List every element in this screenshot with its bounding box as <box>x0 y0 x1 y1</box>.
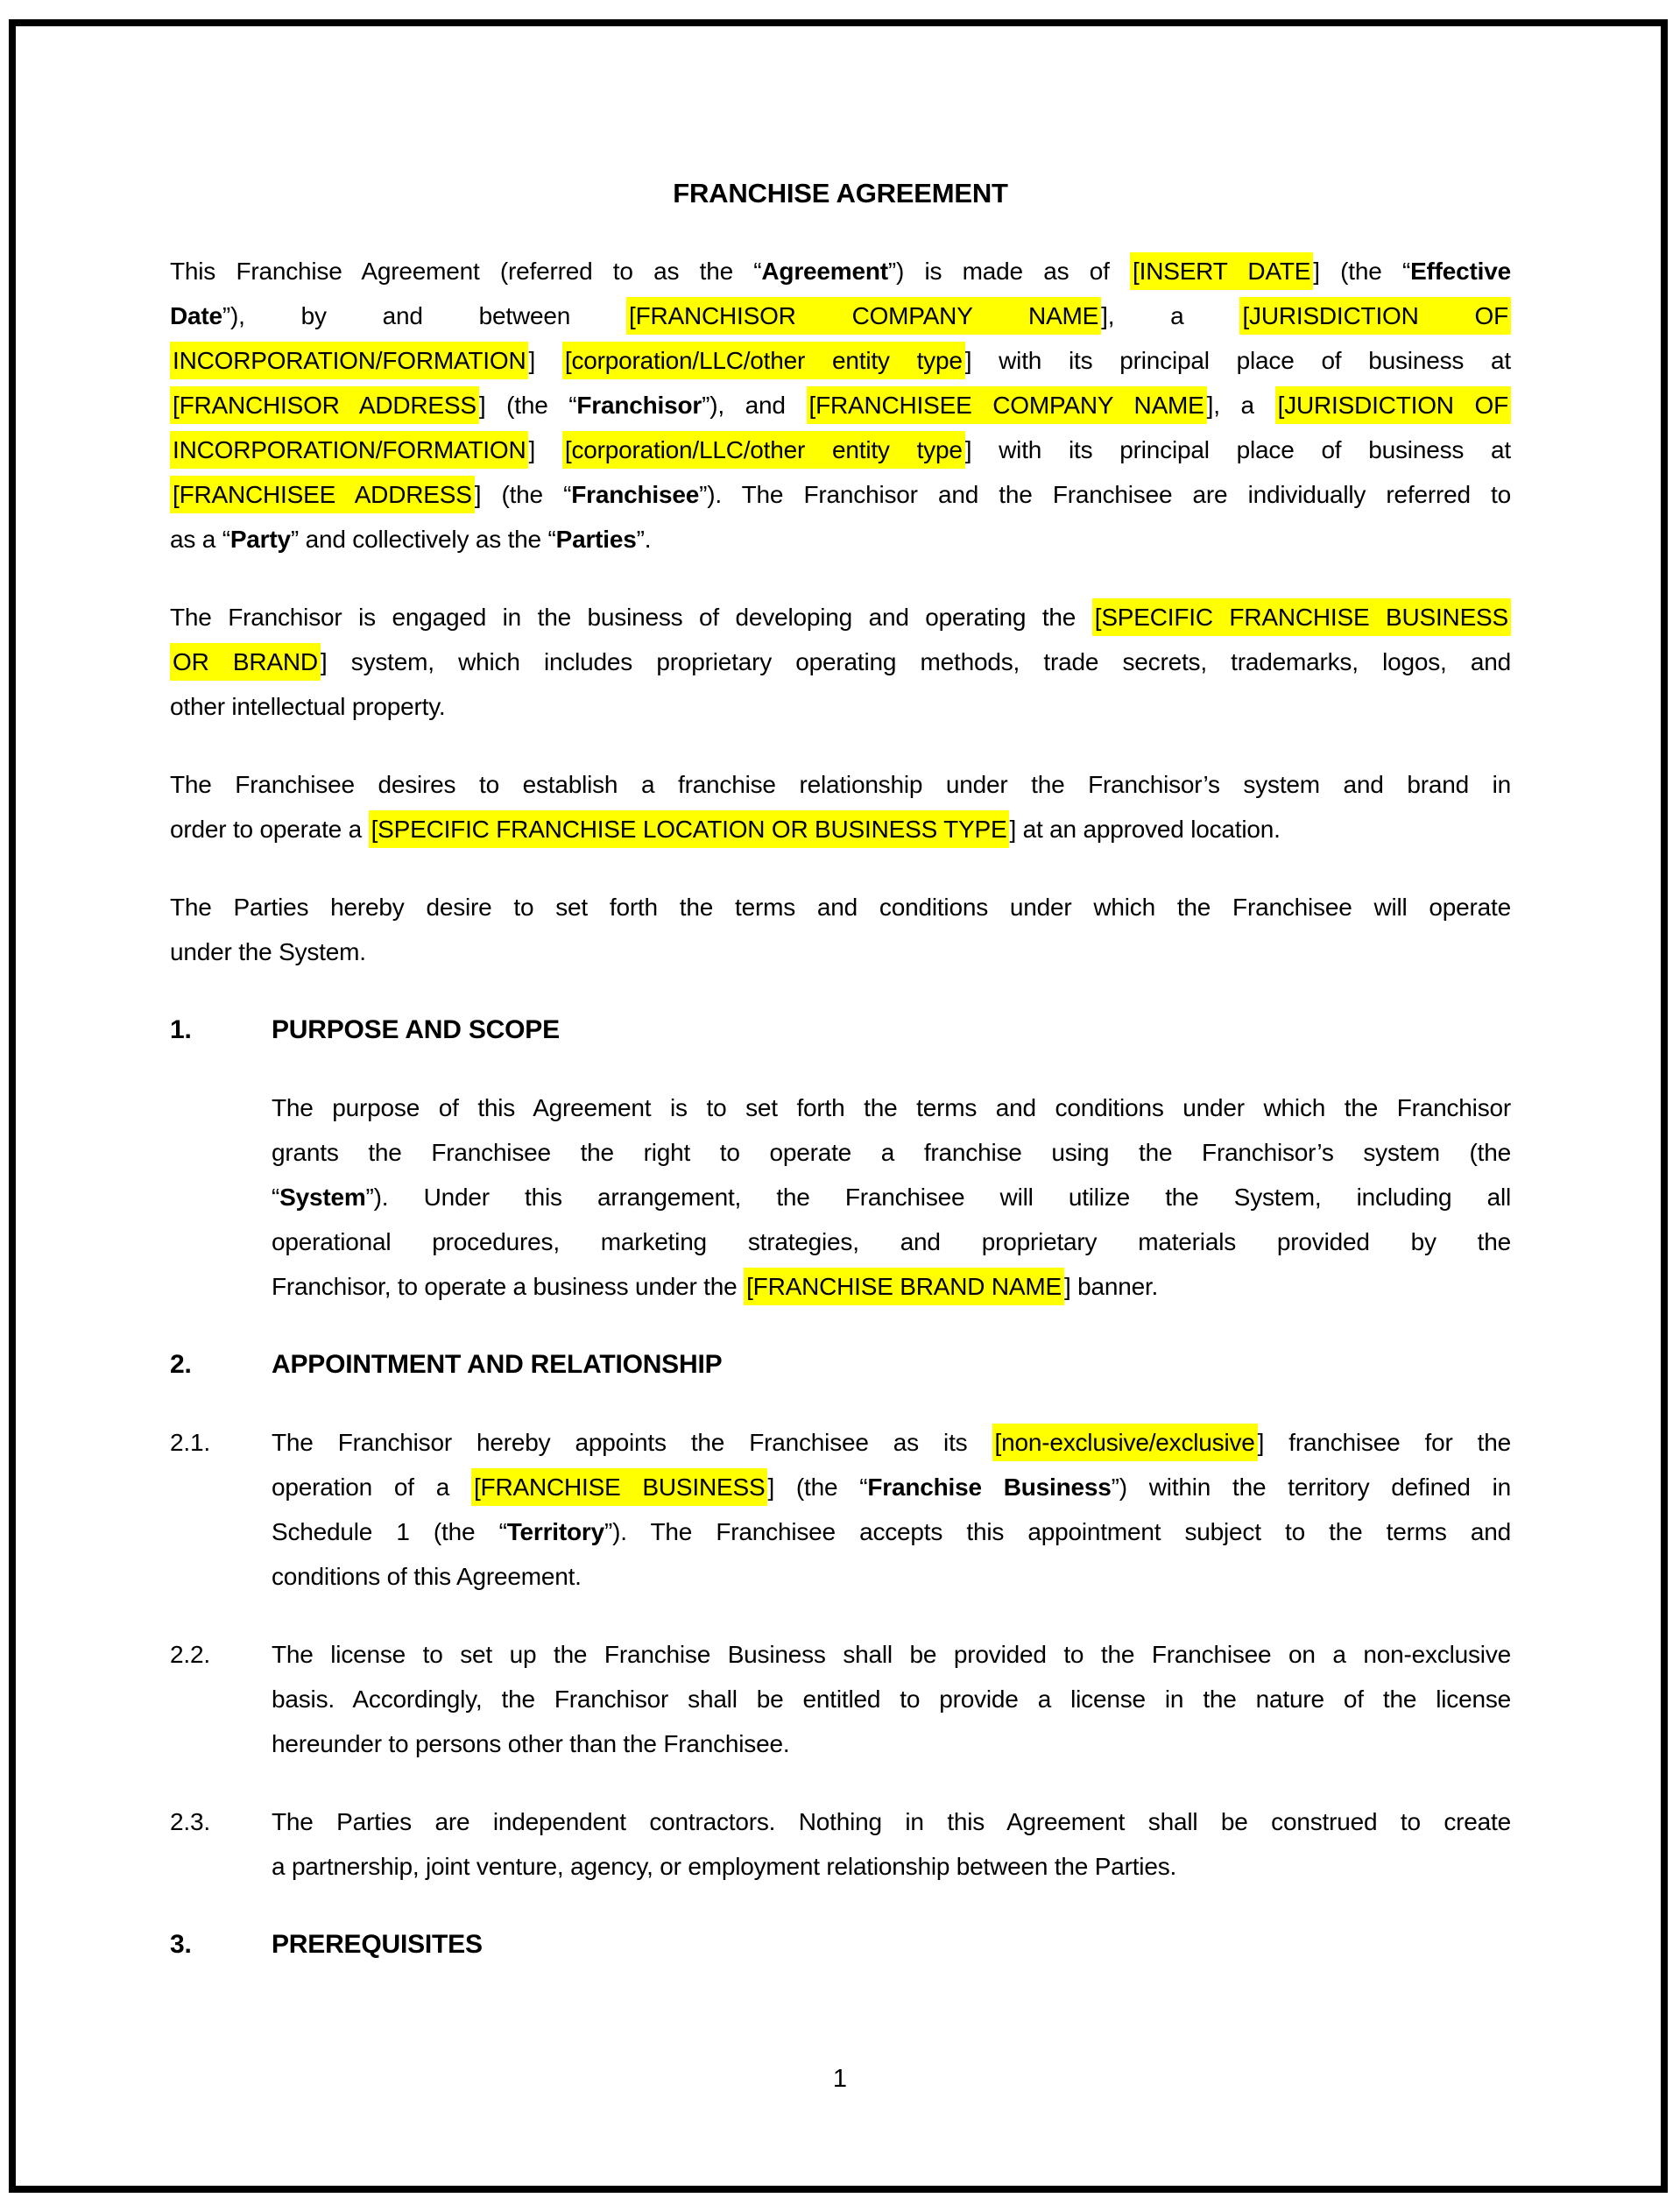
text-run: The Parties hereby desire to set forth the terms and conditions under which the Franchisee will operate <box>170 894 1511 921</box>
text-line <box>170 762 1511 807</box>
text-run: ], a <box>1206 392 1275 419</box>
text-run: Schedule 1 (the “ <box>272 1518 507 1545</box>
text-run: ] (the “ <box>474 481 572 508</box>
highlighted-placeholder: [corporation/LLC/other entity type <box>562 342 965 379</box>
highlighted-placeholder: [SPECIFIC FRANCHISE BUSINESS <box>1092 598 1511 636</box>
highlighted-placeholder: [FRANCHISE BUSINESS <box>471 1468 767 1506</box>
bold-term: Party <box>229 526 291 553</box>
text-line <box>272 1677 1511 1721</box>
paragraph-body <box>170 595 1511 729</box>
highlighted-placeholder: [FRANCHISEE COMPANY NAME <box>807 386 1207 424</box>
highlighted-placeholder: [JURISDICTION OF <box>1275 386 1511 424</box>
text-line <box>272 1085 1511 1130</box>
paragraph <box>170 1420 1511 1599</box>
text-line <box>170 807 1511 852</box>
highlighted-placeholder: [corporation/LLC/other entity type <box>562 431 965 469</box>
page-number: 1 <box>832 2065 848 2093</box>
bold-term: Effective <box>1410 258 1511 285</box>
text-run: The Parties are independent contractors. Nothing in this Agreement shall be construed to create <box>272 1808 1511 1835</box>
section-heading <box>170 1007 1511 1052</box>
text-run: ”), by and between <box>222 302 626 329</box>
paragraph-body <box>272 1085 1511 1309</box>
paragraph-body <box>272 1799 1511 1889</box>
text-line <box>272 1509 1511 1554</box>
text-run: ] (the “ <box>767 1473 868 1501</box>
text-run: grants the Franchisee the right to operate a franchise using the Franchisor’s system (the <box>272 1139 1511 1166</box>
section-number: 2.3. <box>170 1808 210 1835</box>
paragraph <box>170 595 1511 729</box>
text-run: other intellectual property. <box>170 693 446 720</box>
highlighted-placeholder: [FRANCHISE BRAND NAME <box>744 1268 1064 1305</box>
section-heading-text: PREREQUISITES <box>272 1930 483 1959</box>
text-run: ] franchisee for the <box>1257 1429 1512 1456</box>
text-run: The purpose of this Agreement is to set forth the terms and conditions under which the Franchisor <box>272 1094 1511 1121</box>
text-run: Franchisor, to operate a business under the <box>272 1273 745 1300</box>
text-line <box>170 885 1511 929</box>
paragraph <box>170 249 1511 562</box>
text-run: ”) within the territory defined in <box>1111 1473 1512 1501</box>
text-run: basis. Accordingly, the Franchisor shall be entitled to provide a license in the nature of the license <box>272 1686 1511 1713</box>
text-line <box>170 383 1511 428</box>
highlighted-placeholder: [FRANCHISOR COMPANY NAME <box>626 297 1101 335</box>
text-line <box>170 595 1511 640</box>
section-number: 2. <box>170 1350 192 1379</box>
section-number: 2.2. <box>170 1641 210 1668</box>
bold-term: Date <box>170 302 222 329</box>
text-line <box>272 1130 1511 1175</box>
text-line <box>272 1175 1511 1219</box>
text-run: ] at an approved location. <box>1009 816 1281 843</box>
bold-term: Franchisee <box>571 481 700 508</box>
text-run: ] <box>528 347 562 374</box>
text-run: hereunder to persons other than the Franchisee. <box>272 1730 790 1757</box>
text-run: as a “ <box>170 526 230 553</box>
text-run: ” and collectively as the “ <box>290 526 556 553</box>
section-heading <box>170 1922 1511 1967</box>
text-run: conditions of this Agreement. <box>272 1563 582 1590</box>
text-line <box>170 640 1511 684</box>
text-line <box>170 472 1511 517</box>
paragraph <box>170 885 1511 974</box>
text-run: ] (the “ <box>478 392 577 419</box>
bold-term: Territory <box>506 1518 604 1545</box>
text-run: The Franchisee desires to establish a franchise relationship under the Franchisor’s system and brand in <box>170 771 1511 798</box>
paragraph <box>170 1632 1511 1766</box>
text-run: ] banner. <box>1063 1273 1159 1300</box>
text-line <box>272 1844 1511 1889</box>
text-line <box>170 293 1511 338</box>
text-run: ”) is made as of <box>887 258 1131 285</box>
text-line <box>170 517 1511 562</box>
bold-term: Agreement <box>761 258 888 285</box>
text-line <box>272 1420 1511 1465</box>
paragraph-body <box>272 1632 1511 1766</box>
text-line <box>170 338 1511 383</box>
paragraph <box>170 1085 1511 1309</box>
bold-term: Franchise Business <box>867 1473 1112 1501</box>
paragraph-body <box>170 885 1511 974</box>
highlighted-placeholder: [FRANCHISOR ADDRESS <box>170 386 479 424</box>
text-run: The Franchisor hereby appoints the Franchisee as its <box>272 1429 992 1456</box>
section-heading <box>170 1342 1511 1387</box>
paragraph <box>170 762 1511 852</box>
text-run: The Franchisor is engaged in the business of developing and operating the <box>170 604 1092 631</box>
section-heading-text: APPOINTMENT AND RELATIONSHIP <box>272 1350 723 1379</box>
text-run: operational procedures, marketing strategies, and proprietary materials provided by the <box>272 1228 1511 1255</box>
text-run: ] (the “ <box>1313 258 1411 285</box>
text-line <box>272 1799 1511 1844</box>
paragraph <box>170 1799 1511 1889</box>
text-run: ”. <box>636 526 652 553</box>
text-run: ”). The Franchisee accepts this appointment subject to the terms and <box>604 1518 1511 1545</box>
bold-term: Parties <box>555 526 637 553</box>
highlighted-placeholder: INCORPORATION/FORMATION <box>170 431 528 469</box>
bold-term: Franchisor <box>576 392 702 419</box>
text-run: under the System. <box>170 938 366 965</box>
text-run: ”). Under this arrangement, the Franchisee will utilize the System, including all <box>365 1184 1511 1211</box>
highlighted-placeholder: [non-exclusive/exclusive <box>992 1424 1258 1461</box>
highlighted-placeholder: [SPECIFIC FRANCHISE LOCATION OR BUSINESS TYPE <box>369 810 1010 848</box>
text-line <box>170 684 1511 729</box>
text-line <box>272 1219 1511 1264</box>
document-body <box>170 249 1511 1967</box>
text-line <box>272 1554 1511 1599</box>
text-line <box>170 249 1511 293</box>
highlighted-placeholder: INCORPORATION/FORMATION <box>170 342 528 379</box>
text-line <box>272 1632 1511 1677</box>
paragraph-body <box>170 762 1511 852</box>
text-run: ] system, which includes proprietary operating methods, trade secrets, trademarks, logos, and <box>320 648 1512 675</box>
text-line <box>272 1264 1511 1309</box>
text-run: operation of a <box>272 1473 471 1501</box>
highlighted-placeholder: [INSERT DATE <box>1130 252 1313 290</box>
text-run: ] with its principal place of business at <box>964 347 1511 374</box>
section-number: 2.1. <box>170 1429 210 1456</box>
text-run: ] <box>528 436 562 463</box>
highlighted-placeholder: [JURISDICTION OF <box>1239 297 1511 335</box>
document-content <box>170 0 1511 2000</box>
paragraph-body <box>170 249 1511 562</box>
text-run: ”). The Franchisor and the Franchisee are individually referred to <box>699 481 1511 508</box>
text-run: The license to set up the Franchise Business shall be provided to the Franchisee on a non-exclusive <box>272 1641 1511 1668</box>
text-run: ], a <box>1101 302 1240 329</box>
paragraph-body <box>272 1420 1511 1599</box>
highlighted-placeholder: [FRANCHISEE ADDRESS <box>170 476 475 513</box>
text-line <box>272 1721 1511 1766</box>
text-run: order to operate a <box>170 816 369 843</box>
document-title: FRANCHISE AGREEMENT <box>673 178 1008 208</box>
text-run: This Franchise Agreement (referred to as the “ <box>170 258 762 285</box>
section-number: 3. <box>170 1930 192 1959</box>
section-heading-text: PURPOSE AND SCOPE <box>272 1015 560 1044</box>
text-run: a partnership, joint venture, agency, or employment relationship between the Parties. <box>272 1853 1177 1880</box>
highlighted-placeholder: OR BRAND <box>170 643 321 681</box>
text-line <box>272 1465 1511 1509</box>
section-number: 1. <box>170 1015 192 1044</box>
text-run: ”), and <box>702 392 807 419</box>
text-run: ] with its principal place of business at <box>964 436 1511 463</box>
text-run: “ <box>272 1184 280 1211</box>
text-line <box>170 929 1511 974</box>
text-line <box>170 428 1511 472</box>
bold-term: System <box>279 1184 366 1211</box>
